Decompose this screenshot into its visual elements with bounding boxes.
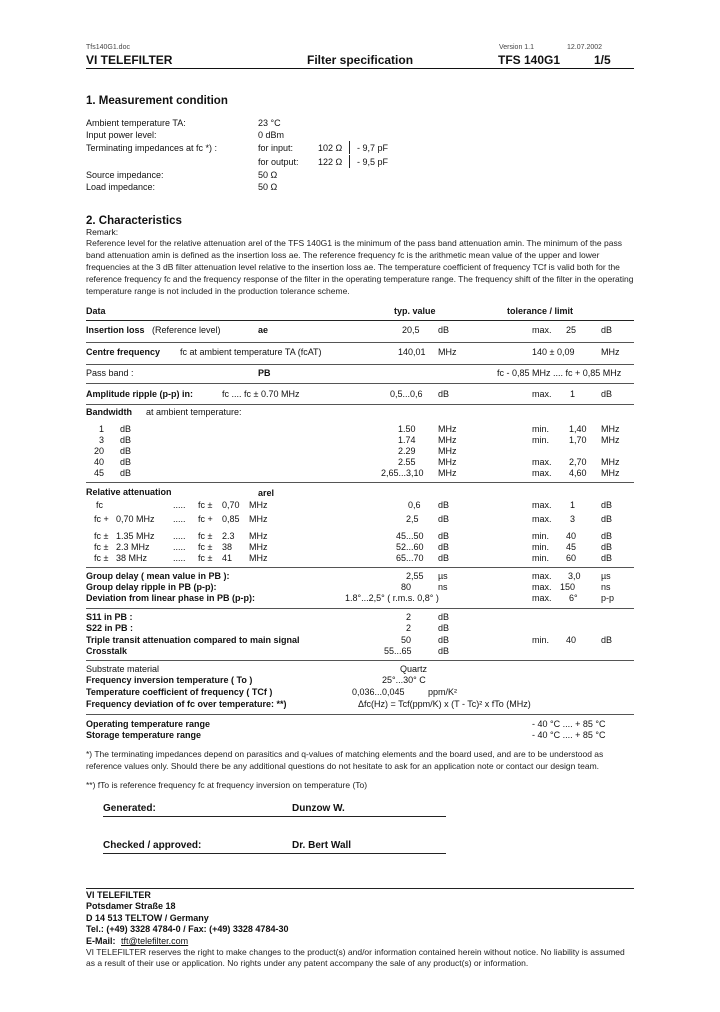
insertion-loss-limu: dB [601,325,613,335]
bandwidth-typ: 2,65...3,10 [381,468,424,478]
table-rule [86,660,634,661]
relatt-lim: min. [532,553,550,563]
bandwidth-unit: MHz [438,446,457,456]
relatt-to-value: 2.3 [222,531,235,541]
footer-street: Potsdamer Straße 18 [86,901,176,911]
table-rule [86,404,634,405]
relatt-dots: ..... [173,531,186,541]
relatt-limv: 60 [566,553,577,563]
group-delay-limv: 3,0 [568,571,581,581]
bandwidth-lim: min. [532,435,550,445]
table-rule [86,482,634,483]
table-rule [86,383,634,384]
amplitude-ripple-limv: 1 [570,389,576,399]
insertion-loss-typ: 20,5 [402,325,420,335]
relatt-to: fc ± [198,542,213,552]
relatt-to-value: 0,85 [222,514,240,524]
table-rule [86,567,634,568]
relatt-to-unit: MHz [249,531,268,541]
footer-phone: Tel.: (+49) 3328 4784-0 / Fax: (+49) 3328 4784-30 [86,924,289,934]
bandwidth-level: 3 [98,435,104,445]
relatt-to-value: 0,70 [222,500,240,510]
triple-transit-typ: 50 [401,635,412,645]
centre-frequency-limv: 140 ± 0,09 [532,347,575,357]
relatt-limu: dB [601,500,613,510]
amplitude-ripple-limu: dB [601,389,613,399]
centre-frequency-limu: MHz [601,347,620,357]
s22-label: S22 in PB : [86,623,134,633]
bandwidth-limv: 4,60 [569,468,587,478]
relatt-lim: min. [532,531,550,541]
gd-ripple-limu: ns [601,582,611,592]
page-number: 1/5 [594,53,611,67]
footer-rule [86,888,634,889]
relatt-dots: ..... [173,542,186,552]
bandwidth-unit: MHz [438,468,457,478]
col-data-header: Data [86,306,106,316]
document-title: Filter specification [307,53,414,67]
insertion-loss-note: (Reference level) [152,325,221,335]
relatt-dots: ..... [173,514,186,524]
ambient-temp-value: 23 °C [258,118,281,128]
temp-coefficient-unit: ppm/K² [428,687,458,697]
source-impedance-value: 50 Ω [258,170,278,180]
amplitude-ripple-range: fc .... fc ± 0.70 MHz [222,389,300,399]
triple-transit-label: Triple transit attenuation compared to main signal [86,635,300,645]
input-power-label: Input power level: [86,130,157,140]
relatt-from: fc [96,500,104,510]
gd-ripple-typ: 80 [401,582,412,592]
relatt-lim: min. [532,542,550,552]
deviation-lim: max. [532,593,552,603]
deviation-limv: 6° [569,593,578,603]
remark-line: frequencies at the 3 dB filter attenuation level relative to the insertion loss ae. The temperature coefficient of frequency TCf is valid both for the [86,262,620,272]
centre-frequency-typ: 140,01 [398,347,426,357]
centre-frequency-note: fc at ambient temperature TA (fcAT) [180,347,322,357]
relatt-typ: 52...60 [396,542,424,552]
impedance-separator [349,155,350,168]
gd-ripple-label: Group delay ripple in PB (p-p): [86,582,217,592]
bandwidth-level: 40 [93,457,104,467]
pass-band-symbol: PB [258,368,271,378]
footer-disclaimer: as a result of their use or application. No rights under any patent accompany the sale of any product(s) or information. [86,958,529,968]
remark-paragraph [86,237,634,297]
gd-ripple-lim: max. [532,582,552,592]
storage-temp-label: Storage temperature range [86,730,202,740]
bandwidth-unit: MHz [438,435,457,445]
remark-line: band attenuation amin is defined as the insertion loss ae. The reference frequency fc is the arithmetic mean value of the upper and lower [86,250,600,260]
crosstalk-typ: 55...65 [384,646,412,656]
relatt-to-value: 41 [222,553,233,563]
bandwidth-limu: MHz [601,457,620,467]
group-delay-unit: µs [438,571,448,581]
footer-email-link[interactable]: tft@telefilter.com [121,936,189,946]
temp-coefficient-label: Temperature coefficient of frequency ( TCf ) [86,687,273,697]
s11-typ: 2 [406,612,412,622]
relatt-from: fc ± [94,531,109,541]
bandwidth-level-unit: dB [120,435,132,445]
relatt-unit: dB [438,531,450,541]
bandwidth-typ: 1.74 [398,435,416,445]
relatt-to-unit: MHz [249,514,268,524]
bandwidth-level: 20 [93,446,104,456]
relatt-typ: 45...50 [396,531,424,541]
impedance-input-cap: - 9,7 pF [357,143,389,153]
table-rule [86,364,634,365]
amplitude-ripple-lim: max. [532,389,552,399]
relatt-limu: dB [601,531,613,541]
relative-attenuation-label: Relative attenuation [86,487,172,497]
relatt-to-unit: MHz [249,542,268,552]
bandwidth-lim: max. [532,468,552,478]
pass-band-range: fc - 0,85 MHz .... fc + 0,85 MHz [497,368,622,378]
relatt-from: fc ± [94,553,109,563]
date: 12.07.2002 [567,44,603,51]
pass-band-label: Pass band : [86,368,134,378]
bandwidth-label: Bandwidth [86,407,132,417]
amplitude-ripple-label: Amplitude ripple (p-p) in: [86,389,193,399]
centre-frequency-unit: MHz [438,347,457,357]
centre-frequency-label: Centre frequency [86,347,161,357]
bandwidth-level-unit: dB [120,468,132,478]
version: Version 1.1 [499,44,535,51]
bandwidth-typ: 2.29 [398,446,416,456]
source-impedance-label: Source impedance: [86,170,164,180]
freq-deviation-formula: Δfc(Hz) = Tcf(ppm/K) x (T - Tc)² x fTo (MHz) [358,699,531,709]
relatt-to-unit: MHz [249,500,268,510]
checked-name: Dr. Bert Wall [292,840,352,851]
signature-line [103,853,446,854]
bandwidth-unit: MHz [438,424,457,434]
section-characteristics-heading: 2. Characteristics [86,215,182,227]
bandwidth-limv: 1,40 [569,424,587,434]
input-power-value: 0 dBm [258,130,285,140]
relatt-from-value: 0,70 MHz [116,514,155,524]
footer-company: VI TELEFILTER [86,890,151,900]
impedance-output-cap: - 9,5 pF [357,157,389,167]
operating-temp-label: Operating temperature range [86,719,211,729]
relatt-to-unit: MHz [249,553,268,563]
temp-coefficient-value: 0,036...0,045 [352,687,405,697]
triple-transit-limu: dB [601,635,613,645]
bandwidth-level-unit: dB [120,457,132,467]
relatt-unit: dB [438,514,450,524]
footer-city: D 14 513 TELTOW / Germany [86,913,209,923]
bandwidth-level: 1 [98,424,104,434]
relatt-typ: 2,5 [406,514,419,524]
bandwidth-lim: max. [532,457,552,467]
footnote-2: **) fTo is reference frequency fc at frequency inversion on temperature (To) [86,780,368,790]
bandwidth-limv: 2,70 [569,457,587,467]
footnote-1-line: reference values only. Should there be any additional questions do not hesitate to ask for an application note or contact our design team. [86,761,600,771]
signature-line [103,816,446,817]
group-delay-lim: max. [532,571,552,581]
relatt-from: fc + [94,514,109,524]
bandwidth-typ: 1.50 [398,424,416,434]
col-tolerance-header: tolerance / limit [507,306,574,316]
impedance-input-label: for input: [258,143,294,153]
insertion-loss-label: Insertion loss [86,325,145,335]
relatt-limv: 40 [566,531,577,541]
gd-ripple-unit: ns [438,582,448,592]
relatt-limv: 1 [570,500,576,510]
bandwidth-limv: 1,70 [569,435,587,445]
group-delay-limu: µs [601,571,611,581]
insertion-loss-limv: 25 [566,325,577,335]
impedance-separator [349,141,350,154]
impedance-input-value: 102 Ω [318,143,343,153]
bandwidth-limu: MHz [601,424,620,434]
s11-unit: dB [438,612,450,622]
table-rule [86,714,634,715]
relatt-dots: ..... [173,500,186,510]
insertion-loss-lim: max. [532,325,552,335]
checked-label: Checked / approved: [103,840,202,851]
impedance-output-value: 122 Ω [318,157,343,167]
part-number: TFS 140G1 [498,53,561,67]
relatt-limv: 3 [570,514,576,524]
relatt-to: fc ± [198,500,213,510]
relatt-dots: ..... [173,553,186,563]
insertion-loss-unit: dB [438,325,450,335]
table-rule [86,608,634,609]
group-delay-typ: 2,55 [406,571,424,581]
crosstalk-label: Crosstalk [86,646,128,656]
gd-ripple-limv: 150 [560,582,576,592]
relative-attenuation-symbol: arel [258,488,275,498]
impedance-output-label: for output: [258,157,299,167]
deviation-label: Deviation from linear phase in PB (p-p): [86,593,256,603]
relatt-from-value: 2.3 MHz [116,542,150,552]
bandwidth-lim: min. [532,424,550,434]
inversion-temp-label: Frequency inversion temperature ( To ) [86,675,253,685]
bandwidth-level-unit: dB [120,446,132,456]
relatt-to: fc ± [198,553,213,563]
bandwidth-note: at ambient temperature: [146,407,242,417]
table-rule [86,342,634,343]
remark-line: Reference level for the relative attenuation arel of the TFS 140G1 is the minimum of the pass band attenuation amin. The minimum of the pass [86,238,622,248]
deviation-typ: 1.8°...2,5° ( r.m.s. 0,8° ) [345,593,439,603]
remark-line: reference frequency fc and the frequency response of the filter in the operating temperature range. The frequency shift of the filter in the operating [86,274,634,284]
generated-label: Generated: [103,803,156,814]
relatt-unit: dB [438,500,450,510]
relatt-from-value: 1.35 MHz [116,531,155,541]
freq-deviation-label: Frequency deviation of fc over temperature: **) [86,699,287,709]
file-name: Tfs140G1.doc [86,44,130,51]
generated-name: Dunzow W. [292,803,345,814]
relatt-limu: dB [601,514,613,524]
relatt-from: fc ± [94,542,109,552]
load-impedance-value: 50 Ω [258,182,278,192]
operating-temp-value: - 40 °C .... + 85 °C [532,719,606,729]
amplitude-ripple-typ: 0,5...0,6 [390,389,423,399]
section-measurement-heading: 1. Measurement condition [86,95,228,107]
relatt-typ: 65...70 [396,553,424,563]
s22-unit: dB [438,623,450,633]
relatt-to: fc + [198,514,213,524]
triple-transit-limv: 40 [566,635,577,645]
relatt-from-value: 38 MHz [116,553,148,563]
relatt-limv: 45 [566,542,577,552]
footnote-1-line: *) The terminating impedances depend on parasitics and q-values of matching elements and the board used, and are to be understood as [86,749,604,759]
amplitude-ripple-unit: dB [438,389,450,399]
table-rule [86,320,634,321]
load-impedance-label: Load impedance: [86,182,156,192]
group-delay-label: Group delay ( mean value in PB ): [86,571,230,581]
remark-label: Remark: [86,227,119,237]
col-typ-header: typ. value [394,306,436,316]
terminating-impedance-label: Terminating impedances at fc *) : [86,143,218,153]
crosstalk-unit: dB [438,646,450,656]
remark-line: temperature range is not included in the production tolerance scheme. [86,286,350,296]
inversion-temp-value: 25°...30° C [382,675,426,685]
relatt-to: fc ± [198,531,213,541]
bandwidth-typ: 2.55 [398,457,416,467]
bandwidth-limu: MHz [601,468,620,478]
relatt-typ: 0,6 [408,500,421,510]
relatt-lim: max. [532,500,552,510]
insertion-loss-symbol: ae [258,325,269,335]
substrate-label: Substrate material [86,664,160,674]
relatt-unit: dB [438,553,450,563]
footer-disclaimer: VI TELEFILTER reserves the right to make changes to the product(s) and/or information contained herein without notice. No liability is assumed [86,947,625,957]
s11-label: S11 in PB : [86,612,133,622]
footer-email-label: E-Mail: [86,936,116,946]
company-name: VI TELEFILTER [86,53,173,67]
bandwidth-unit: MHz [438,457,457,467]
bandwidth-limu: MHz [601,435,620,445]
substrate-value: Quartz [400,664,428,674]
relatt-limu: dB [601,553,613,563]
relatt-unit: dB [438,542,450,552]
relatt-lim: max. [532,514,552,524]
s22-typ: 2 [406,623,412,633]
storage-temp-value: - 40 °C .... + 85 °C [532,730,606,740]
relatt-limu: dB [601,542,613,552]
deviation-limu: p-p [601,593,615,603]
triple-transit-lim: min. [532,635,550,645]
ambient-temp-label: Ambient temperature TA: [86,118,186,128]
bandwidth-level-unit: dB [120,424,132,434]
bandwidth-level: 45 [93,468,104,478]
triple-transit-unit: dB [438,635,450,645]
header-rule [86,68,634,69]
relatt-to-value: 38 [222,542,233,552]
